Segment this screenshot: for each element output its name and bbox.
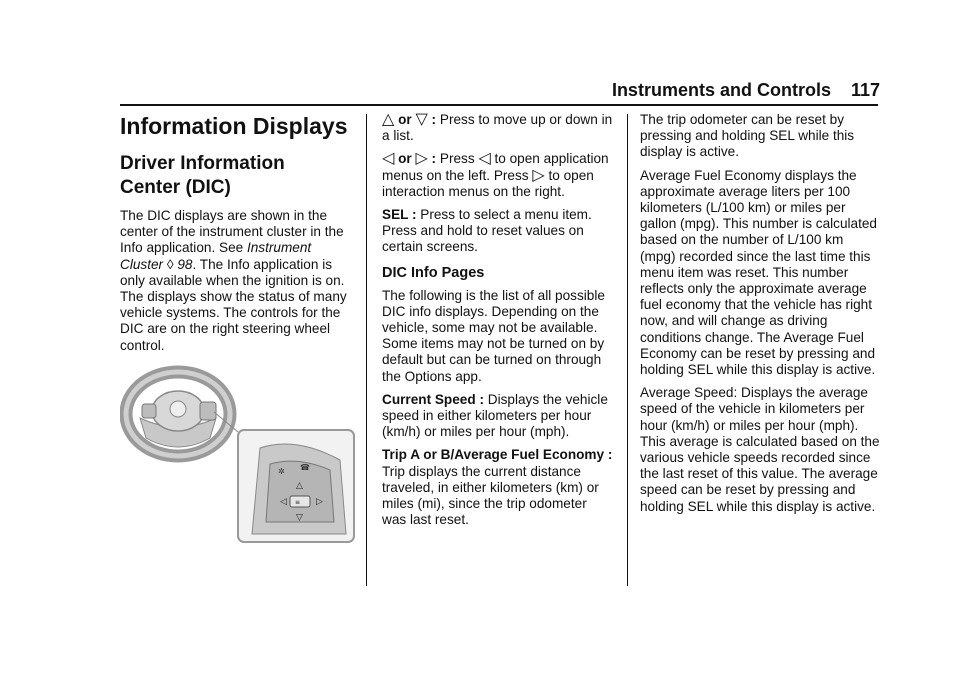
svg-text:◁: ◁ — [280, 497, 287, 507]
average-fuel-economy-paragraph: Average Fuel Economy displays the approximate average liters per 100 kilometers (L/100 km) or miles per gallon (mpg). This number is calculated based on the number of L/100 km (mpg) recorded since the last time this menu item was reset. This number reflects only the approximate average fuel economy that the vehicle has right now, and will change as driving conditions change. The Average Fuel Economy can be reset by pressing and holding SEL while this display is active. — [640, 167, 877, 378]
lr-text-3: to open interaction menus on the right. — [382, 167, 594, 199]
down-arrow-icon: ▽ — [415, 111, 428, 128]
svg-text:≡: ≡ — [295, 499, 301, 506]
page-title: Information Displays — [120, 113, 348, 139]
colon: : — [427, 112, 440, 127]
current-speed-text: Displays the vehicle speed in either kilometers per hour (km/h) or miles per hour (mph). — [382, 391, 608, 440]
column-divider — [627, 114, 628, 586]
page-header — [590, 80, 880, 101]
list-intro-paragraph: The following is the list of all possible DIC info displays. Depending on the vehicle, some may not be available. Some items may not be turned on by default but can be turned on through the Options app. — [382, 287, 605, 384]
right-arrow-icon: ▷ — [532, 166, 545, 184]
up-arrow-icon: △ — [382, 111, 395, 128]
current-speed-paragraph — [382, 392, 614, 441]
svg-text:▷: ▷ — [316, 497, 323, 507]
colon: : — [427, 151, 440, 167]
column-1 — [120, 112, 352, 361]
steering-wheel-icon — [126, 372, 230, 456]
sel-paragraph — [382, 207, 614, 256]
lr-text-2: to open application menus on the left. Press — [382, 151, 609, 183]
intro-paragraph — [120, 208, 352, 354]
current-speed-label: Current Speed : — [382, 391, 488, 407]
left-arrow-icon: ◁ — [478, 150, 491, 168]
dic-info-pages-heading: DIC Info Pages — [382, 264, 485, 281]
trip-paragraph — [382, 447, 614, 528]
page-reference[interactable]: 98 — [177, 256, 193, 272]
intro-text-a: The DIC displays are shown in the center of the instrument cluster in the Info application. See — [120, 208, 344, 256]
svg-text:☎: ☎ — [300, 463, 310, 472]
column-divider — [366, 114, 367, 586]
section-heading-line1: Driver Information — [120, 153, 285, 174]
section-heading-line2: Center (DIC) — [120, 177, 231, 198]
left-arrow-icon: ◁ — [382, 150, 395, 168]
trip-label: Trip A or B/Average Fuel Economy : — [382, 447, 613, 463]
intro-text-b: . The Info application is only available when the ignition is on. The displays show the status of many vehicle systems. The controls for the DIC are on the right steering wheel control. — [120, 256, 347, 353]
column-3 — [640, 112, 880, 522]
or-label: or — [394, 112, 416, 127]
updown-text: Press to move up or down in a list. — [382, 112, 613, 144]
column-2 — [382, 112, 614, 535]
cross-reference-icon: ◊ — [166, 256, 174, 272]
trip-reset-paragraph: The trip odometer can be reset by pressing and holding SEL while this display is active. — [640, 112, 855, 160]
leftright-paragraph — [382, 151, 614, 200]
control-pad-closeup — [238, 430, 354, 542]
svg-text:△: △ — [296, 481, 303, 491]
header-rule — [120, 104, 878, 106]
updown-paragraph — [382, 112, 614, 144]
sel-label: SEL : — [382, 207, 421, 223]
right-arrow-icon: ▷ — [415, 150, 428, 168]
steering-wheel-controls-illustration — [120, 356, 356, 546]
instrument-cluster-link[interactable]: Instrument Cluster — [120, 240, 312, 272]
section-title: Instruments and Controls — [611, 80, 831, 100]
average-speed-paragraph: Average Speed: Displays the average speed of the vehicle in kilometers per hour (km/h) or miles per hour (mph). This average is calculated based on the various vehicle speeds recorded since the last reset of this value. The average speed can be reset by pressing and holding SEL while this display is active. — [640, 385, 880, 514]
svg-text:✲: ✲ — [278, 467, 285, 476]
trip-text: Trip displays the current distance traveled, in either kilometers (km) or miles (mi), since the trip odometer was last reset. — [382, 463, 599, 528]
or-label: or — [394, 151, 416, 167]
svg-text:▽: ▽ — [296, 513, 303, 523]
lr-text-1: Press — [439, 151, 479, 167]
section-heading — [120, 152, 352, 200]
sel-text: Press to select a menu item. Press and hold to reset values on certain screens. — [382, 207, 592, 255]
page-number: 117 — [850, 80, 880, 100]
